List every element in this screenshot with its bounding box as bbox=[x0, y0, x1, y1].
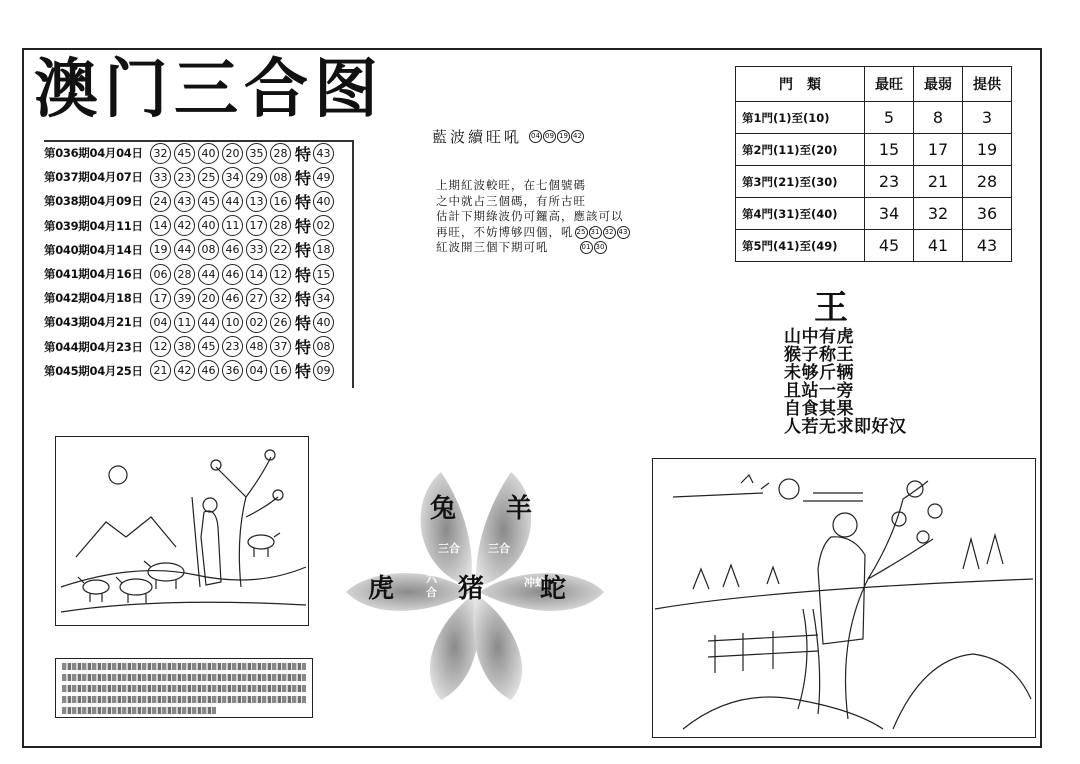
number-ball: 14 bbox=[150, 215, 171, 236]
best-value: 5 bbox=[865, 102, 914, 134]
shepherd-illustration bbox=[55, 436, 309, 626]
special-number-ball: 15 bbox=[313, 264, 334, 285]
number-ball: 19 bbox=[150, 239, 171, 260]
number-ball: 45 bbox=[174, 143, 195, 164]
number-ball: 19 bbox=[557, 130, 570, 143]
draw-row bbox=[44, 336, 337, 358]
petal-goat: 羊 bbox=[506, 494, 533, 524]
special-label: 特 bbox=[295, 217, 312, 237]
number-ball: 29 bbox=[246, 167, 267, 188]
offer-value: 28 bbox=[963, 166, 1012, 198]
column-header: 最弱 bbox=[914, 67, 963, 102]
table-row bbox=[736, 198, 1012, 230]
liuhe-tag-bottom: 合 bbox=[426, 586, 437, 599]
draw-row bbox=[44, 190, 337, 212]
door-category: 第1門(1)至(10) bbox=[736, 102, 865, 134]
note-text-line bbox=[62, 663, 306, 670]
number-ball: 30 bbox=[594, 241, 607, 254]
number-ball: 20 bbox=[198, 288, 219, 309]
special-label: 特 bbox=[295, 144, 312, 164]
number-ball: 12 bbox=[150, 336, 171, 357]
special-number-ball: 43 bbox=[313, 143, 334, 164]
draw-row bbox=[44, 360, 337, 382]
draw-results-list bbox=[44, 140, 354, 388]
door-category: 第3門(21)至(30) bbox=[736, 166, 865, 198]
number-ball: 01 bbox=[580, 241, 593, 254]
center-pig: 猪 bbox=[458, 574, 485, 604]
number-ball: 17 bbox=[150, 288, 171, 309]
column-header: 最旺 bbox=[865, 67, 914, 102]
number-ball: 16 bbox=[270, 191, 291, 212]
number-ball: 42 bbox=[571, 130, 584, 143]
special-number-ball: 40 bbox=[313, 312, 334, 333]
poem bbox=[784, 328, 907, 436]
number-ball: 46 bbox=[222, 264, 243, 285]
special-number-ball: 40 bbox=[313, 191, 334, 212]
number-ball: 43 bbox=[174, 191, 195, 212]
number-ball: 10 bbox=[222, 312, 243, 333]
paragraph-line bbox=[436, 225, 630, 241]
draw-label: 第039期04月11日 bbox=[44, 218, 143, 233]
number-ball: 14 bbox=[246, 264, 267, 285]
door-category: 第4門(31)至(40) bbox=[736, 198, 865, 230]
number-ball: 31 bbox=[589, 226, 602, 239]
number-ball: 36 bbox=[222, 360, 243, 381]
number-ball: 40 bbox=[198, 215, 219, 236]
number-ball: 32 bbox=[603, 226, 616, 239]
number-ball: 39 bbox=[174, 288, 195, 309]
special-number-ball: 02 bbox=[313, 215, 334, 236]
note-text-line bbox=[62, 696, 306, 703]
draw-label: 第041期04月16日 bbox=[44, 267, 143, 281]
offer-value: 19 bbox=[963, 134, 1012, 166]
note-text-line bbox=[62, 707, 216, 714]
petal-snake: 蛇 bbox=[540, 574, 567, 604]
number-ball: 28 bbox=[174, 264, 195, 285]
paragraph-line-text: 再旺，不妨博够四個，吼 bbox=[436, 224, 574, 239]
weakest-value: 32 bbox=[914, 198, 963, 230]
best-value: 45 bbox=[865, 230, 914, 262]
number-ball: 20 bbox=[222, 143, 243, 164]
number-ball: 44 bbox=[222, 191, 243, 212]
number-ball: 45 bbox=[198, 191, 219, 212]
door-table bbox=[735, 66, 1012, 262]
draw-row bbox=[44, 215, 337, 237]
number-ball: 32 bbox=[150, 143, 171, 164]
paragraph-line-text: 上期紅波較旺，在七個號碼 bbox=[436, 178, 586, 192]
special-number-ball: 49 bbox=[313, 167, 334, 188]
special-label: 特 bbox=[295, 241, 312, 261]
door-category: 第5門(41)至(49) bbox=[736, 230, 865, 262]
draw-row bbox=[44, 142, 337, 164]
number-ball: 44 bbox=[198, 312, 219, 333]
number-ball: 35 bbox=[246, 143, 267, 164]
special-label: 特 bbox=[295, 168, 312, 188]
draw-row bbox=[44, 239, 337, 261]
chong-tag: 冲蛇 bbox=[524, 576, 546, 589]
number-ball: 27 bbox=[246, 288, 267, 309]
number-ball: 42 bbox=[174, 215, 195, 236]
draw-row bbox=[44, 263, 337, 285]
paragraph-line-text: 估計下期綠波仍可鑼高，應該可以 bbox=[436, 209, 624, 223]
poem-line: 人若无求即好汉 bbox=[784, 417, 907, 437]
number-ball: 11 bbox=[174, 312, 195, 333]
door-category: 第2門(11)至(20) bbox=[736, 134, 865, 166]
number-ball: 21 bbox=[150, 360, 171, 381]
weakest-value: 21 bbox=[914, 166, 963, 198]
weakest-value: 17 bbox=[914, 134, 963, 166]
draw-row bbox=[44, 311, 337, 333]
zodiac-flower-diagram bbox=[346, 462, 604, 702]
draw-label: 第038期04月09日 bbox=[44, 194, 143, 209]
number-ball: 28 bbox=[270, 215, 291, 236]
paragraph-line bbox=[436, 178, 630, 194]
page-title: 澳门三合图 bbox=[34, 53, 384, 127]
draw-row bbox=[44, 287, 337, 309]
number-ball: 23 bbox=[222, 336, 243, 357]
number-ball: 04 bbox=[150, 312, 171, 333]
number-ball: 04 bbox=[529, 130, 542, 143]
number-ball: 13 bbox=[246, 191, 267, 212]
liuhe-tag-top: 六 bbox=[426, 572, 437, 585]
sanhe-tag-left: 三合 bbox=[438, 542, 460, 555]
table-row bbox=[736, 134, 1012, 166]
number-ball: 08 bbox=[198, 239, 219, 260]
draw-label: 第036期04月04日 bbox=[44, 146, 143, 160]
special-label: 特 bbox=[295, 338, 312, 358]
number-ball: 24 bbox=[150, 191, 171, 212]
paragraph-line-text: 紅波開三個下期可吼 bbox=[436, 240, 549, 254]
number-ball: 02 bbox=[246, 312, 267, 333]
offer-value: 43 bbox=[963, 230, 1012, 262]
poem-line: 山中有虎 bbox=[784, 327, 854, 347]
paragraph-line-text: 之中就占三個碼，有所古旺 bbox=[436, 193, 586, 208]
table-row bbox=[736, 230, 1012, 262]
best-value: 15 bbox=[865, 134, 914, 166]
offer-value: 36 bbox=[963, 198, 1012, 230]
number-ball: 34 bbox=[222, 167, 243, 188]
number-ball: 44 bbox=[198, 264, 219, 285]
number-ball: 48 bbox=[246, 336, 267, 357]
draw-label: 第045期04月25日 bbox=[44, 363, 143, 378]
table-row bbox=[736, 102, 1012, 134]
poem-line: 未够斤辆 bbox=[784, 363, 854, 383]
paragraph-line bbox=[436, 209, 630, 225]
number-ball: 33 bbox=[246, 239, 267, 260]
note-text-line bbox=[62, 685, 306, 692]
number-ball: 22 bbox=[270, 239, 291, 260]
figure-tree-illustration bbox=[652, 458, 1036, 738]
analysis-paragraph bbox=[436, 178, 630, 256]
poem-line: 且站一旁 bbox=[784, 381, 854, 401]
special-label: 特 bbox=[295, 313, 312, 333]
poem-heading: 王 bbox=[814, 288, 848, 328]
special-number-ball: 18 bbox=[313, 239, 334, 260]
blue-wave-headline bbox=[432, 126, 584, 147]
number-ball: 37 bbox=[270, 336, 291, 357]
number-ball: 23 bbox=[174, 167, 195, 188]
paragraph-line bbox=[436, 194, 630, 210]
number-ball: 46 bbox=[222, 239, 243, 260]
weakest-value: 8 bbox=[914, 102, 963, 134]
weakest-value: 41 bbox=[914, 230, 963, 262]
number-ball: 25 bbox=[198, 167, 219, 188]
petal-rabbit: 兔 bbox=[430, 494, 457, 524]
note-text-line bbox=[62, 674, 306, 681]
number-ball: 12 bbox=[270, 264, 291, 285]
number-ball: 38 bbox=[174, 336, 195, 357]
best-value: 23 bbox=[865, 166, 914, 198]
note-box bbox=[55, 658, 313, 718]
draw-label: 第042期04月18日 bbox=[44, 291, 143, 306]
poem-line: 自食其果 bbox=[784, 399, 854, 419]
sanhe-tag-right: 三合 bbox=[488, 542, 510, 555]
shepherd-drawing bbox=[56, 437, 308, 625]
table-header-row bbox=[736, 67, 1012, 102]
number-ball: 28 bbox=[270, 143, 291, 164]
number-ball: 08 bbox=[270, 167, 291, 188]
number-ball: 09 bbox=[543, 130, 556, 143]
number-ball: 04 bbox=[246, 360, 267, 381]
number-ball: 26 bbox=[270, 312, 291, 333]
draw-label: 第040期04月14日 bbox=[44, 242, 143, 257]
blue-wave-text: 藍波續旺吼 bbox=[432, 128, 523, 146]
number-ball: 06 bbox=[150, 264, 171, 285]
table-row bbox=[736, 166, 1012, 198]
petal-tiger: 虎 bbox=[368, 574, 395, 604]
special-label: 特 bbox=[295, 192, 312, 212]
column-header: 提供 bbox=[963, 67, 1012, 102]
number-ball: 46 bbox=[222, 288, 243, 309]
number-ball: 11 bbox=[222, 215, 243, 236]
special-number-ball: 08 bbox=[313, 336, 334, 357]
special-number-ball: 34 bbox=[313, 288, 334, 309]
number-ball: 45 bbox=[198, 336, 219, 357]
number-ball: 16 bbox=[270, 360, 291, 381]
number-ball: 17 bbox=[246, 215, 267, 236]
special-label: 特 bbox=[295, 289, 312, 309]
draw-label: 第037期04月07日 bbox=[44, 170, 143, 185]
number-ball: 46 bbox=[198, 360, 219, 381]
special-number-ball: 09 bbox=[313, 360, 334, 381]
paragraph-line bbox=[436, 240, 630, 256]
special-label: 特 bbox=[295, 265, 312, 285]
draw-label: 第043期04月21日 bbox=[44, 315, 143, 330]
figure-tree-drawing bbox=[653, 459, 1035, 737]
special-label: 特 bbox=[295, 362, 312, 382]
offer-value: 3 bbox=[963, 102, 1012, 134]
number-ball: 32 bbox=[270, 288, 291, 309]
best-value: 34 bbox=[865, 198, 914, 230]
number-ball: 40 bbox=[198, 143, 219, 164]
number-ball: 44 bbox=[174, 239, 195, 260]
column-header: 門 類 bbox=[736, 67, 865, 102]
draw-label: 第044期04月23日 bbox=[44, 339, 143, 354]
number-ball: 33 bbox=[150, 167, 171, 188]
poem-line: 猴子称王 bbox=[784, 345, 854, 365]
number-ball: 25 bbox=[575, 226, 588, 239]
number-ball: 43 bbox=[617, 226, 630, 239]
number-ball: 42 bbox=[174, 360, 195, 381]
draw-row bbox=[44, 166, 337, 188]
